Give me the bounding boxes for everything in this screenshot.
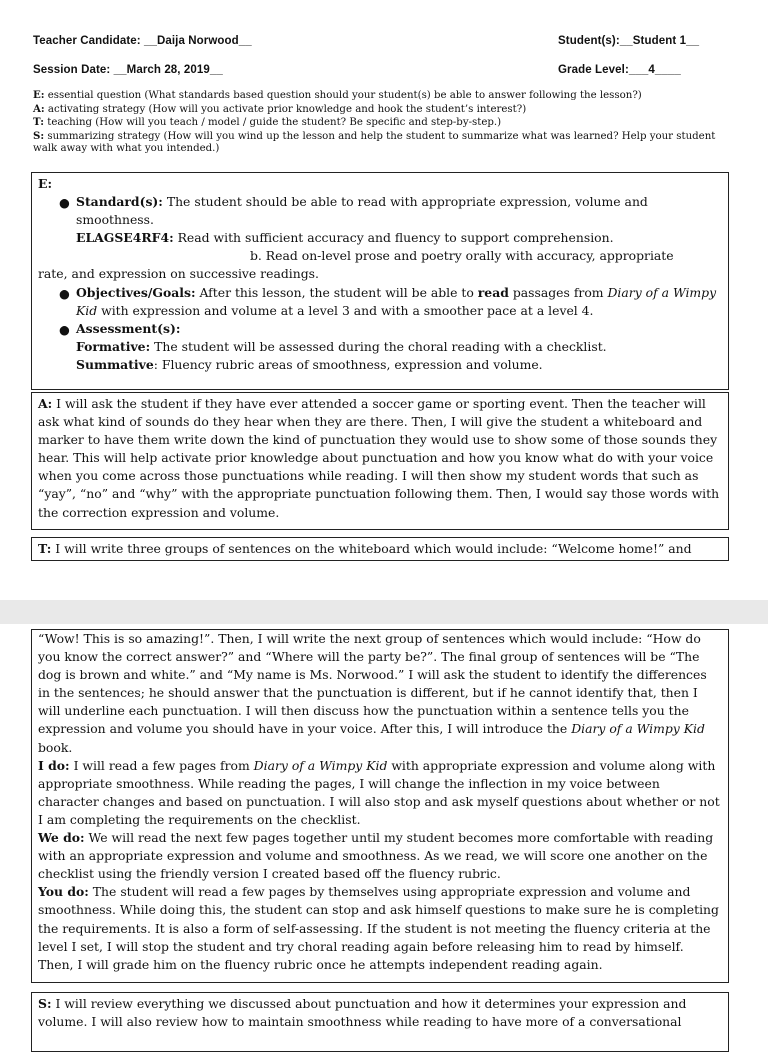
standard-b-line: b. Read on-level prose and poetry orally with accuracy, appropriate bbox=[250, 248, 674, 264]
teacher-value: __Daija Norwood__ bbox=[143, 35, 252, 47]
assessment-item: ● Assessment(s): Formative: The student will be assessed during the choral reading with a checklist. Summative: Fluency rubric areas of smoothness, expression and volume. bbox=[59, 320, 607, 372]
summarizing-strategy-box bbox=[31, 992, 729, 1052]
teaching-continued-text: “Wow! This is so amazing!”. Then, I will write the next group of sentences which would include: “How do you know the correct answer?” and “Where will the party be?”. The final group of sentences will be “The dog is brown and white.” and “My name is Ms. Norwood.” I will ask the student to identify the differences in the sentences; he should answer that the punctuation is different, but if he cannot identify that, then I will underline each punctuation. I will then discuss how the punctuation within a sentence tells you the expression and volume you should have in your voice. After this, I will introduce the Diary of a Wimpy Kid book. bbox=[38, 631, 707, 755]
teaching-box-continued bbox=[31, 629, 729, 983]
we-do-paragraph: We do: We will read the next few pages together until my student becomes more comfortable with reading with an appropriate expression and volume and smoothness. As we read, we will score one another on the checklist using the friendly version I created based off the fluency rubric. bbox=[38, 830, 714, 882]
legend-e: E: essential question (What standards based question should your student(s) be able to answer following the lesson?) bbox=[33, 89, 642, 101]
you-do-paragraph: You do: The student will read a few pages by themselves using appropriate expression and volume and smoothness. While doing this, the student can stop and ask himself questions to make sure he is completing the requirements. It is also a form of self-assessing. If the student is not meeting the fluency criteria at the level I set, I will stop the student and try choral reading again before releasing him to read by himself. Then, I will grade him on the fluency rubric once he attempts independent reading again. bbox=[38, 884, 719, 972]
section-key-s: S: bbox=[38, 996, 52, 1011]
teaching-box-start bbox=[31, 537, 729, 561]
standard-rate-line: rate, and expression on successive readings. bbox=[38, 266, 319, 282]
activating-strategy-box bbox=[31, 392, 729, 530]
session-date-field bbox=[33, 64, 223, 76]
section-key-e: E: bbox=[38, 176, 53, 191]
teacher-label: Teacher Candidate: bbox=[33, 35, 141, 47]
standards-item: ● Standard(s): The student should be able to read with appropriate expression, volume and smoothness. ELAGSE4RF4: Read with sufficient accuracy and fluency to support comprehension. bbox=[59, 194, 648, 246]
page-separator bbox=[0, 600, 768, 624]
legend-a: A: activating strategy (How will you activate prior knowledge and hook the student’s interest?) bbox=[33, 102, 527, 115]
section-key-a: A: bbox=[38, 396, 53, 411]
bullet-icon: ● bbox=[59, 285, 70, 301]
essential-question-box bbox=[31, 172, 729, 390]
grade-label: Grade Level: bbox=[558, 64, 629, 76]
student-label: Student(s): bbox=[558, 35, 620, 47]
section-key-t: T: bbox=[38, 541, 52, 556]
bullet-icon: ● bbox=[59, 195, 70, 211]
grade-value: ___4____ bbox=[628, 64, 681, 76]
teaching-first-line: I will write three groups of sentences on the whiteboard which would include: “Welcome home!” and bbox=[51, 541, 692, 556]
grade-level-field bbox=[558, 64, 681, 76]
legend-s: S: summarizing strategy (How will you wind up the lesson and help the student to summarize what was learned? Help your student walk away with what you intended.) bbox=[33, 129, 716, 155]
bullet-icon: ● bbox=[59, 321, 70, 337]
student-value: __Student 1__ bbox=[619, 35, 700, 47]
date-value: __March 28, 2019__ bbox=[113, 64, 223, 76]
legend-t: T: teaching (How will you teach / model / guide the student? Be specific and step-by-step.) bbox=[33, 116, 502, 129]
teacher-candidate-field bbox=[33, 35, 252, 47]
activating-text: I will ask the student if they have ever attended a soccer game or sporting event. Then the teacher will ask what kind of sounds do they hear when they are there. Then, I will give the student a whiteboard and marker to have them write down the kind of punctuation they would use to show some of those sounds they hear. This will help activate prior knowledge about punctuation and how you know what do with your voice when you come across those punctuations while reading. I will then show my student words that such as “yay”, “no” and “why” with the appropriate punctuation following them. Then, I would say those words with the correction expression and volume. bbox=[38, 396, 720, 520]
student-field bbox=[558, 35, 699, 47]
objectives-item: ● Objectives/Goals: After this lesson, the student will be able to read passages from Diary of a Wimpy Kid with expression and volume at a level 3 and with a smoother pace at a level 4. bbox=[59, 284, 717, 318]
date-label: Session Date: bbox=[33, 64, 111, 76]
eats-legend bbox=[33, 89, 733, 156]
summarizing-text: I will review everything we discussed about punctuation and how it determines your expression and volume. I will also review how to maintain smoothness while reading to have more of a conversational bbox=[38, 996, 687, 1030]
i-do-paragraph: I do: I will read a few pages from Diary of a Wimpy Kid with appropriate expression and volume along with appropriate smoothness. While reading the pages, I will change the inflection in my voice between character changes and based on punctuation. I will also stop and ask myself questions about whether or not I am completing the requirements on the checklist. bbox=[38, 757, 720, 827]
